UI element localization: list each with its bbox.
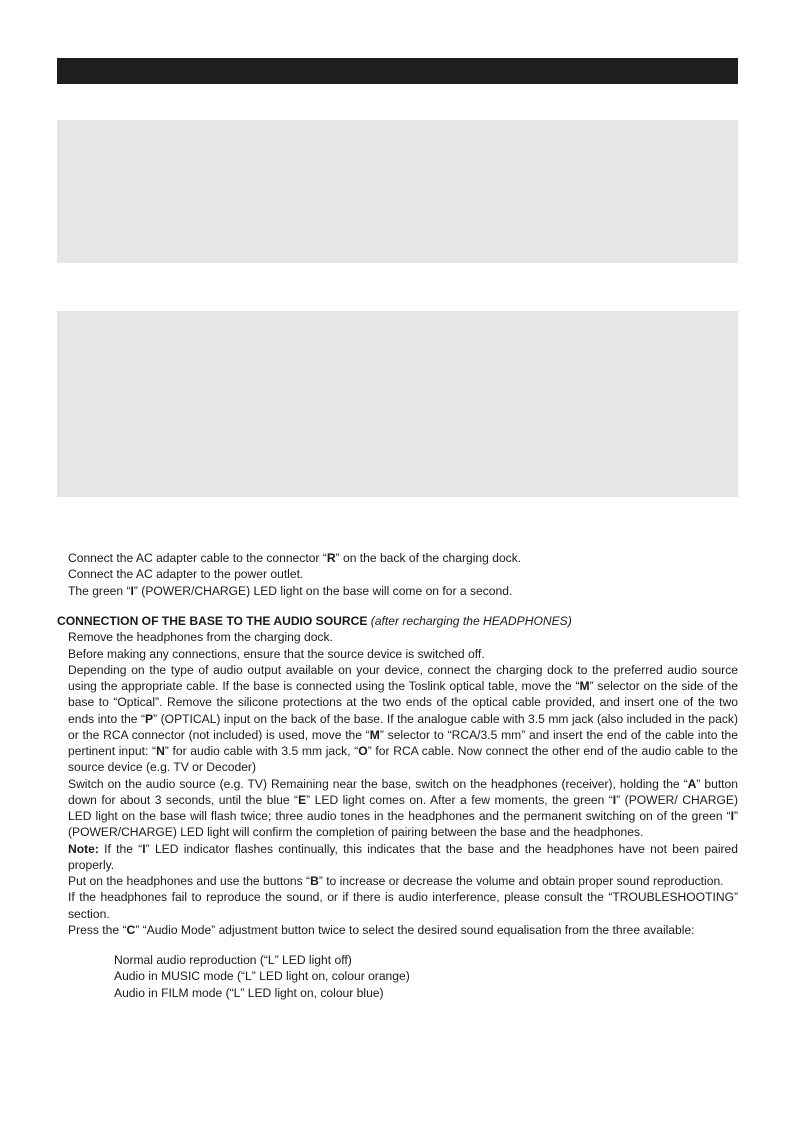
key: B [310, 874, 319, 888]
key: C [126, 922, 136, 937]
text: ” LED indicator flashes continually, this indicates that the base and the headphones have not been paired properly. [68, 841, 739, 872]
text: ” (POWER/ CHARGE) LED light on the base will flash twice; three audio tones in the headphones and the permanent switching on of the green “ [68, 792, 738, 823]
text: ” selector to “RCA/3.5 mm” and insert the end of the cable into the pertinent input: “ [68, 727, 738, 758]
step-switch-off-source: Before making any connections, ensure that the source device is switched off. [68, 646, 485, 661]
text: Connect the AC adapter cable to the connector “ [68, 551, 327, 565]
text: ” selector on the side of the base to “Optical”. Remove the silicone protections at the two ends of the optical cable provided, and insert one of the two ends into the “ [68, 679, 738, 726]
text: Press the “ [68, 922, 127, 937]
spacer [57, 938, 738, 952]
key: I [730, 809, 734, 823]
mode-normal: Normal audio reproduction (“L” LED light off) [114, 953, 352, 967]
text: ” button down for about 3 seconds, until the blue “ [68, 776, 738, 807]
heading-text: CONNECTION OF THE BASE TO THE AUDIO SOURCE [57, 614, 368, 628]
text: ” on the back of the charging dock. [335, 551, 522, 565]
key: I [612, 792, 617, 807]
setup-step-power-outlet: Connect the AC adapter to the power outlet. [68, 567, 304, 582]
shaded-panel-top [57, 120, 738, 263]
text: ” LED light comes on. After a few moments, the green “ [306, 792, 613, 807]
text: ” (OPTICAL) input on the back of the base. If the analogue cable with 3.5 mm jack (also included in the pack) or the RCA connector (not included) is used, move the “ [68, 711, 738, 742]
step-volume [57, 873, 738, 889]
text: ” for audio cable with 3.5 mm jack, “ [164, 744, 359, 758]
text: Switch on the audio source (e.g. TV) Remaining near the base, switch on the headphones (receiver), holding the “ [68, 776, 688, 791]
pairing-note [57, 841, 738, 874]
key: E [298, 792, 307, 807]
step-connect-cable [57, 662, 738, 776]
led-key: I [130, 583, 134, 598]
connection-heading [57, 613, 738, 629]
setup-step-connect-cable [57, 550, 738, 566]
note-label: Note: [68, 841, 99, 856]
step-remove-headphones: Remove the headphones from the charging dock. [68, 630, 333, 645]
text: Depending on the type of audio output available on your device, connect the charging dock to the preferred audio source using the appropriate cable. If the base is connected using the Toslink optical table, move the “ [68, 662, 738, 693]
text: ” “Audio Mode” adjustment button twice to select the desired sound equalisation from the three available: [135, 922, 695, 937]
key: O [358, 744, 368, 758]
text: ” for RCA cable. Now connect the other end of the audio cable to the source device (e.g. TV or Decoder) [68, 744, 738, 775]
text: ” to increase or decrease the volume and obtain proper sound reproduction. [318, 874, 724, 888]
connection-section [57, 613, 738, 1001]
connector-key: R [326, 551, 336, 565]
mode-film: Audio in FILM mode (“L” LED light on, colour blue) [114, 985, 384, 1000]
text: Put on the headphones and use the buttons “ [68, 874, 311, 888]
text: The green “ [68, 583, 131, 598]
shaded-panel-middle [57, 311, 738, 497]
text: ” (POWER/CHARGE) LED light on the base will come on for a second. [133, 583, 513, 598]
section-header-bar [57, 58, 738, 84]
key: M [369, 727, 380, 742]
key: A [687, 776, 697, 791]
key: I [142, 841, 146, 856]
text: ” (POWER/CHARGE) LED light will confirm the completion of pairing between the base and the headphones. [68, 809, 738, 840]
text: If the “ [98, 841, 143, 856]
power-setup-section [57, 550, 738, 599]
step-troubleshooting: If the headphones fail to reproduce the sound, or if there is audio interference, please consult the “TROUBLESHOOTING” section. [68, 890, 738, 921]
step-audio-mode [57, 922, 738, 938]
key: M [579, 679, 590, 693]
step-pairing [57, 776, 738, 841]
key: N [156, 744, 165, 758]
mode-music: Audio in MUSIC mode (“L” LED light on, colour orange) [114, 969, 410, 984]
setup-step-led [57, 583, 738, 599]
key: P [145, 711, 154, 726]
heading-subtitle: (after recharging the HEADPHONES) [370, 614, 572, 628]
